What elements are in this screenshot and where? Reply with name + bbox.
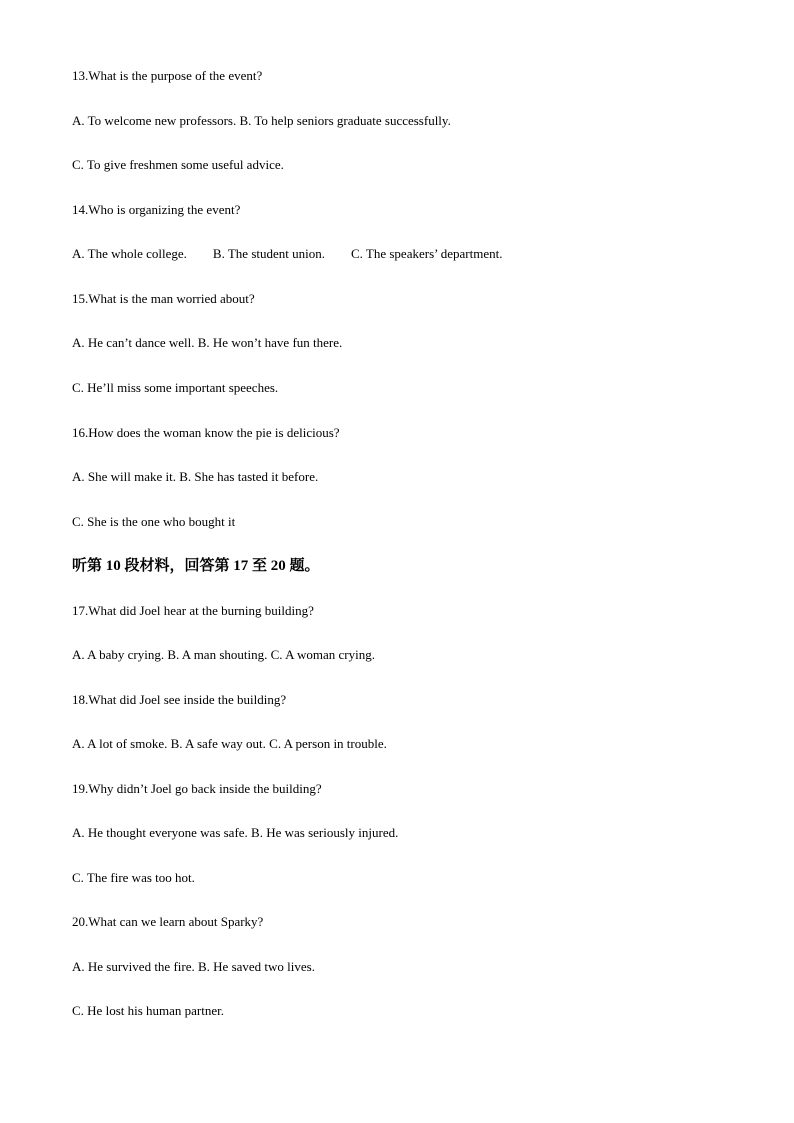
question-15-options-line-1: A. He can’t dance well. B. He won’t have fun there.	[72, 335, 343, 350]
question-15-options-line-2: C. He’ll miss some important speeches.	[72, 380, 279, 395]
question-14-stem: 14.Who is organizing the event?	[72, 202, 241, 217]
question-20-stem: 20.What can we learn about Sparky?	[72, 914, 264, 929]
question-13-options-line-2: C. To give freshmen some useful advice.	[72, 157, 284, 172]
question-18-options-line-1: A. A lot of smoke. B. A safe way out. C. A person in trouble.	[72, 736, 387, 751]
question-13-stem: 13.What is the purpose of the event?	[72, 68, 263, 83]
question-13-options-line-1: A. To welcome new professors. B. To help seniors graduate successfully.	[72, 113, 451, 128]
question-15-stem: 15.What is the man worried about?	[72, 291, 255, 306]
question-20-options-line-2: C. He lost his human partner.	[72, 1003, 225, 1018]
question-17-stem: 17.What did Joel hear at the burning building?	[72, 603, 314, 618]
question-17-options-line-1: A. A baby crying. B. A man shouting. C. A woman crying.	[72, 647, 375, 662]
question-19-options-line-1: A. He thought everyone was safe. B. He was seriously injured.	[72, 825, 399, 840]
question-20-options-line-1: A. He survived the fire. B. He saved two lives.	[72, 959, 315, 974]
question-19-options-line-2: C. The fire was too hot.	[72, 870, 195, 885]
section-heading: 听第 10 段材料，回答第 17 至 20 题。	[72, 558, 320, 574]
question-16-options-line-1: A. She will make it. B. She has tasted it before.	[72, 469, 319, 484]
question-16-stem: 16.How does the woman know the pie is delicious?	[72, 425, 340, 440]
question-19-stem: 19.Why didn’t Joel go back inside the building?	[72, 781, 322, 796]
question-16-options-line-2: C. She is the one who bought it	[72, 514, 236, 529]
question-14-options-line-1: A. The whole college. B. The student union. C. The speakers’ department.	[72, 246, 503, 261]
question-18-stem: 18.What did Joel see inside the building?	[72, 692, 287, 707]
